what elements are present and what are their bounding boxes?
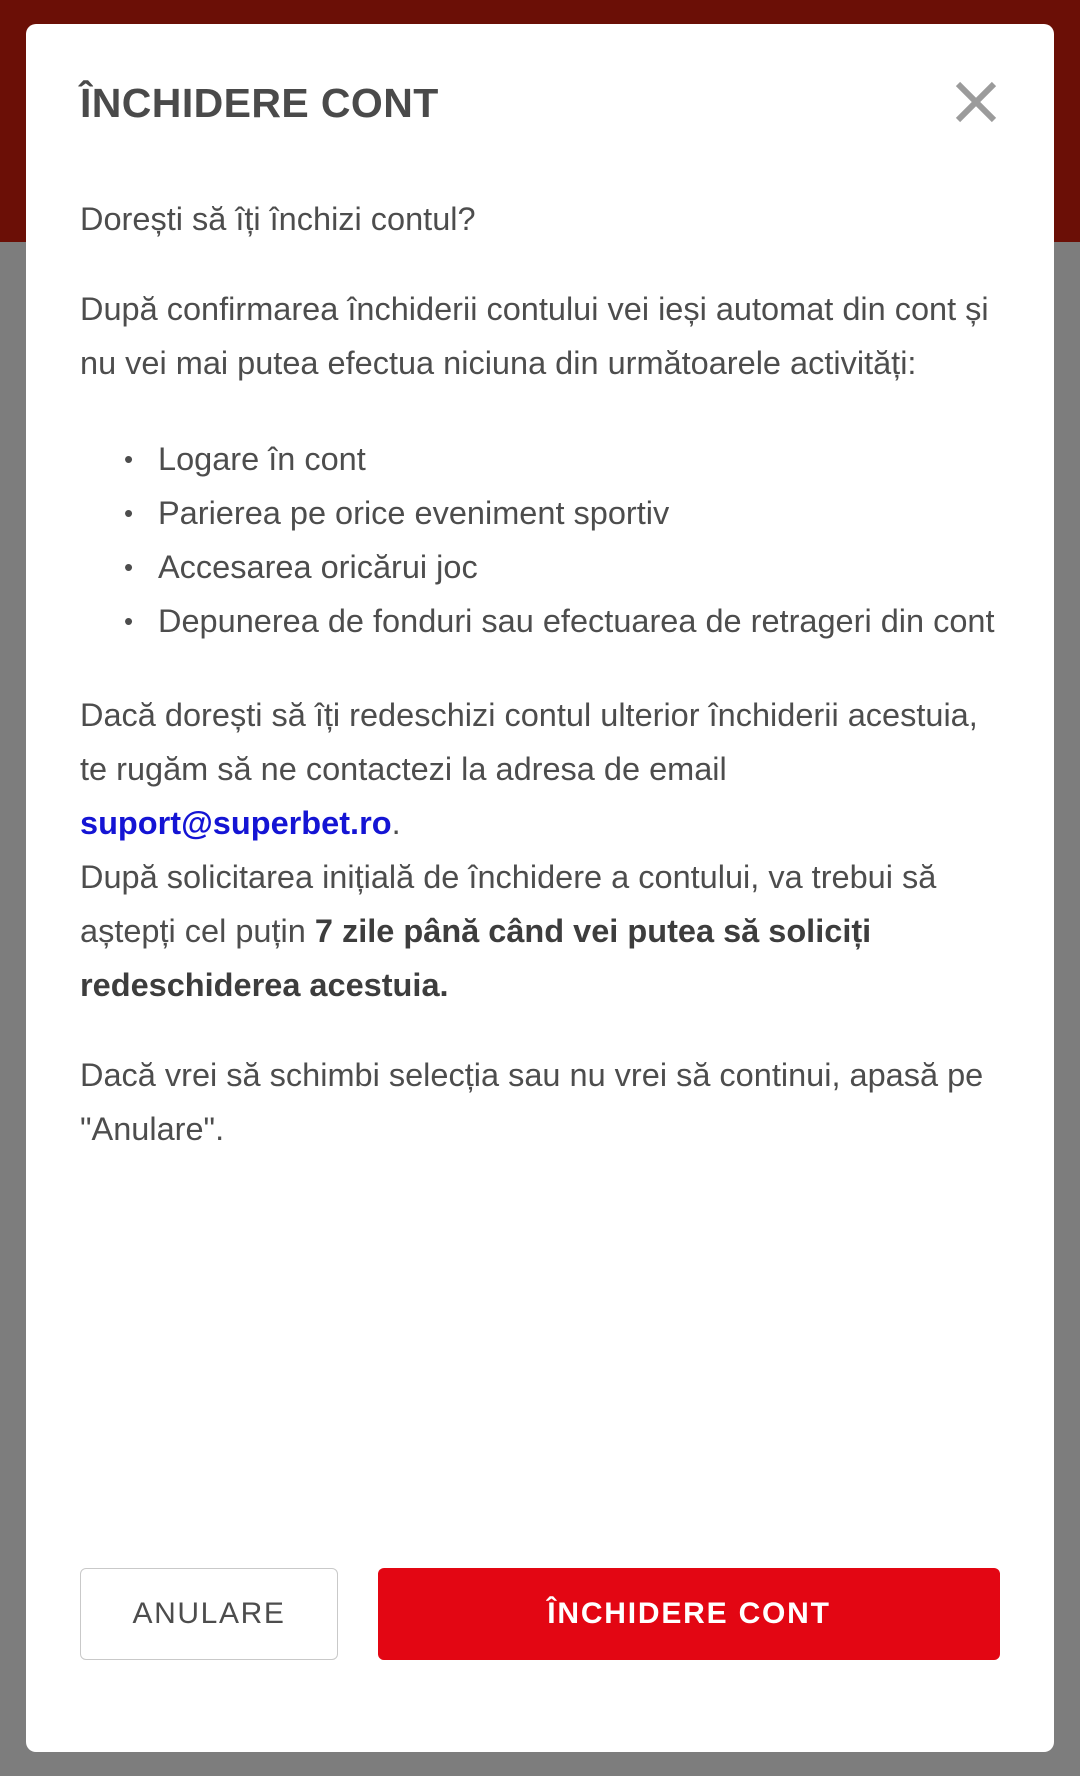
cancel-button[interactable]: ANULARE — [80, 1568, 338, 1660]
reopen-info-suffix: . — [391, 805, 401, 841]
modal-body — [80, 192, 1000, 1156]
intro-text: Dorești să îți închizi contul? — [80, 201, 476, 237]
close-account-button[interactable]: ÎNCHIDERE CONT — [378, 1568, 1000, 1660]
close-account-modal — [26, 24, 1054, 1752]
list-item: • Accesarea oricărui joc — [158, 540, 1000, 594]
modal-header — [80, 24, 1000, 130]
list-item: • Depunerea de fonduri sau efectuarea de retrageri din cont — [158, 594, 1000, 648]
activities-list — [80, 432, 1000, 648]
modal-footer — [80, 1568, 1000, 1660]
page-title: ÎNCHIDERE CONT — [80, 80, 439, 126]
waiting-period-text — [80, 850, 1000, 1012]
activities-intro-text: După confirmarea închiderii contului vei ieși automat din cont și nu vei mai putea efectua niciuna din următoarele activități: — [80, 291, 989, 381]
cancel-hint-text: Dacă vrei să schimbi selecția sau nu vrei să continui, apasă pe "Anulare". — [80, 1057, 984, 1147]
reopen-info-prefix: Dacă dorești să îți redeschizi contul ulterior închiderii acestuia, te rugăm să ne contactezi la adresa de email — [80, 697, 978, 787]
close-icon[interactable] — [948, 74, 1004, 130]
waiting-period-highlight: 7 zile până când vei putea să soliciți redeschiderea acestuia. — [80, 913, 872, 1003]
list-item: • Parierea pe orice eveniment sportiv — [158, 486, 1000, 540]
list-item: • Logare în cont — [158, 432, 1000, 486]
waiting-period-prefix: După solicitarea inițială de închidere a contului, va trebui să aștepți cel puțin — [80, 859, 937, 949]
support-email-link[interactable]: suport@superbet.ro — [80, 805, 392, 841]
reopen-info-text — [80, 688, 1000, 850]
